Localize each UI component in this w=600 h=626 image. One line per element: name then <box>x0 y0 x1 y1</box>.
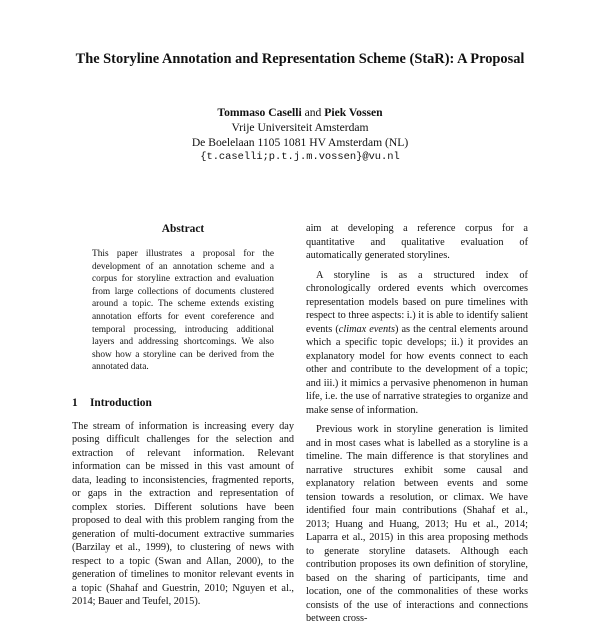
address: De Boelelaan 1105 1081 HV Amsterdam (NL) <box>191 136 409 149</box>
author-emails: {t.caselli;p.t.j.m.vossen}@vu.nl <box>200 151 400 163</box>
intro-paragraph-2 <box>306 269 528 418</box>
abstract-text: This paper illustrates a proposal for the development of an annotation scheme and a corpus for storyline extraction and evaluation from large collections of documents clustered around a topic. The scheme extends existing annotation efforts for event coreference and temporal processing, introducing additional layers and addressing shortcomings. We also show how a storyline can be derived from the annotated data. <box>92 249 274 373</box>
section-heading-introduction <box>72 396 294 410</box>
left-column <box>72 222 294 609</box>
affiliation: Vrije Universiteit Amsterdam <box>231 121 369 134</box>
para2-end: ) as the central elements around which a specific topic develops; ii.) it provides an explanatory model for how events connect to each other and contribute to the development of a topic; and iii.) it mimics a pervasive phenomenon in human life, i.e. the use of narrative strategies to organize and make sense of information. <box>306 323 528 416</box>
author-names <box>0 105 600 120</box>
section-number: 1 <box>72 396 78 409</box>
author-1: Tommaso Caselli <box>217 106 302 119</box>
intro-paragraph-1: The stream of information is increasing every day posing difficult challenges for the selection and extraction of relevant information. Relevant information can be missed in this vast amount of data, leading to inconsistencies, fragmented reports, or gaps in the extraction and representation of complex stories. Different solutions have been proposed to deal with this problem ranging from the generation of multi-document extractive summaries (Barzilay et al., 1999), to clustering of news with respect to a topic (Swan and Allan, 2000), to the generation of timelines to monitor relevant events in a topic (Shahaf and Guestrin, 2010; Nguyen et al., 2014; Bauer and Teufel, 2015). <box>72 420 294 608</box>
author-block <box>0 105 600 165</box>
paper-title: The Storyline Annotation and Representation Scheme (StaR): A Proposal <box>75 51 525 67</box>
right-column <box>306 222 528 626</box>
author-2: Piek Vossen <box>324 106 383 119</box>
para2-start: A storyline is as a structured index of chronologically ordered events which overcomes representation models based on pure timelines with respect to three aspects: i.) it is able to identify salient events ( <box>306 269 528 335</box>
author-conjunction: and <box>304 106 322 119</box>
intro-continuation: aim at developing a reference corpus for a quantitative and qualitative evaluation of automatically generated storylines. <box>306 223 528 261</box>
intro-paragraph-3: Previous work in storyline generation is limited and in most cases what is labelled as a storyline is a timeline. The main difference is that storylines and narrative structures exhibit some causal and explanatory relation between events and some tension towards a resolution, or climax. We have identified four main contributions (Shahaf et al., 2013; Huang and Huang, 2013; Hu et al., 2014; Laparra et al., 2015) in this area proposing methods to generate storyline datasets. Although each contribution proposes its own definition of storyline, based on the sharing of participants, time and location, one of the commonalities of these works consists of the use of interactions and connections between cross- <box>306 424 528 624</box>
climax-events-term: climax events <box>338 323 395 335</box>
abstract-heading: Abstract <box>161 223 205 235</box>
section-title: Introduction <box>90 396 152 409</box>
